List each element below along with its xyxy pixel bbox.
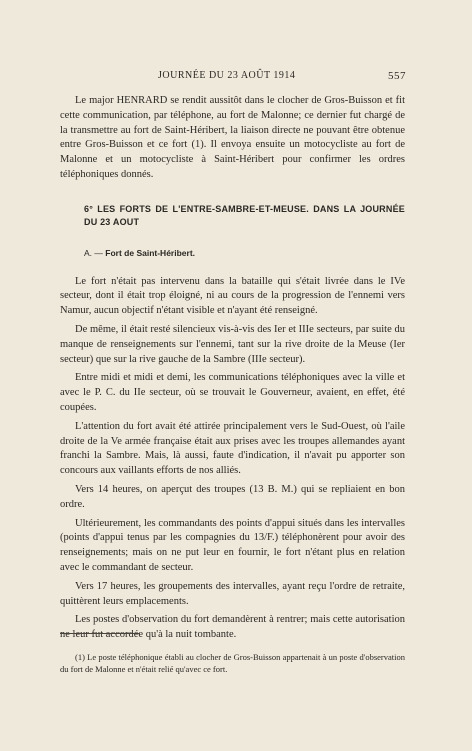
subsection-letter: A. — <box>84 247 103 258</box>
footnote: (1) Le poste téléphonique établi au clocher de Gros-Buisson appartenait à un poste d'observation du fort de Malonne et n'était relié qu'avec ce fort. <box>60 651 405 674</box>
paragraph: De même, il était resté silencieux vis-à-vis des Ier et IIIe secteurs, par suite du manque de renseignements sur l'ennemi, tant sur la rive droite de la Meuse (Ier secteur) que sur la rive gauche de la Sambre (IIIe secteur). <box>60 323 405 365</box>
subsection-title: Fort de Saint-Héribert. <box>105 247 196 258</box>
footnote-divider <box>60 633 140 634</box>
paragraph: L'attention du fort avait été attirée principalement vers le Sud-Ouest, où l'aile droite de la Ve armée française était aux prises avec les troupes allemandes ayant franchi la Sambre. Mais, là aussi, faute d'indication, il n'avait pu apporter son concours aux vaillants efforts de nos alliés. <box>60 420 405 477</box>
paragraph: Entre midi et midi et demi, les communications téléphoniques avec la ville et avec le P. C. du IIe secteur, où se trouvait le Gouverneur, avaient, en effet, été coupées. <box>60 372 405 413</box>
paragraph: Vers 17 heures, les groupements des intervalles, ayant reçu l'ordre de retraite, quittèrent leurs emplacements. <box>60 580 405 607</box>
running-header <box>0 70 472 84</box>
paragraph: Le fort n'était pas intervenu dans la bataille qui s'était livrée dans le IVe secteur, dont il était trop éloigné, ni au cours de la progression de l'ennemi vers Namur, aucun objectif n'étant visible et n'ayant été renseigné. <box>60 275 405 317</box>
paragraph: Vers 14 heures, on aperçut des troupes (13 B. M.) qui se repliaient en bon ordre. <box>60 483 405 510</box>
intro-paragraph: Le major HENRARD se rendit aussitôt dans le clocher de Gros-Buisson et fit cette communication, par téléphone, au fort de Malonne; ce dernier fut chargé de la transmettre au fort de Saint-Héribert, la liaison directe ne pouvant être obtenue entre Gros-Buisson et ce fort (1). Il envoya ensuite un motocycliste au fort de Malonne et un motocycliste à Saint-Héribert pour confirmer les ordres téléphoniques donnés. <box>60 95 405 180</box>
section-heading: 6° LES FORTS DE L'ENTRE-SAMBRE-ET-MEUSE. DANS LA JOURNÉE DU 23 AOUT <box>84 203 405 228</box>
running-title: JOURNÉE DU 23 AOÛT 1914 <box>158 70 296 81</box>
paragraph: Les postes d'observation du fort demandèrent à rentrer; mais cette autorisation ne leur fut accordée qu'à la nuit tombante. <box>60 614 405 641</box>
page-number: 557 <box>388 70 406 82</box>
main-text <box>60 94 405 643</box>
section-paragraphs <box>60 275 405 643</box>
subsection-heading <box>60 246 405 261</box>
paragraph: Ultérieurement, les commandants des points d'appui situés dans les intervalles (points d'appui tenus par les compagnies du 13/F.) téléphonèrent pour avoir des renseignements; mais on ne put leur en fournir, le fort n'étant plus en relation avec le commandant de secteur. <box>60 517 405 573</box>
